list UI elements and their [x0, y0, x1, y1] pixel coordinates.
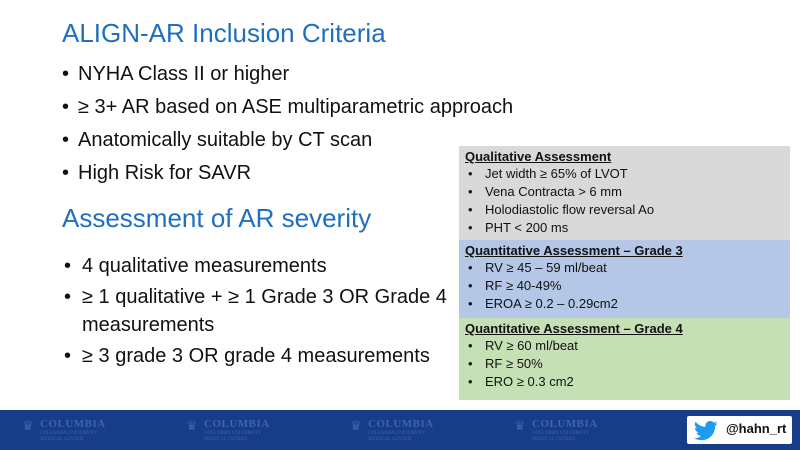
logo-sub: COLUMBIA UNIVERSITY MEDICAL CENTER [368, 431, 426, 442]
crown-icon: ♛ [350, 418, 362, 433]
list-item: • RF ≥ 50% [465, 355, 784, 373]
list-item: • Holodiastolic flow reversal Ao [465, 201, 784, 219]
twitter-handle-text: @hahn_rt [726, 421, 787, 436]
inclusion-criteria-list [62, 58, 513, 190]
crown-icon: ♛ [22, 418, 34, 433]
twitter-bird-icon [693, 421, 719, 441]
crown-icon: ♛ [514, 418, 526, 433]
list-item: • Anatomically suitable by CT scan [62, 124, 513, 157]
list-item: • PHT < 200 ms [465, 219, 784, 237]
list-item: • RV ≥ 60 ml/beat [465, 337, 784, 355]
list-item: • 4 qualitative measurements [62, 252, 472, 280]
list-item: • ≥ 3+ AR based on ASE multiparametric approach [62, 91, 513, 124]
list-item: • High Risk for SAVR [62, 157, 513, 190]
list-item: • Jet width ≥ 65% of LVOT [465, 165, 784, 183]
panel-heading: Qualitative Assessment [465, 149, 612, 164]
footer-bar [0, 410, 800, 450]
qualitative-assessment-panel [459, 146, 790, 240]
crown-icon: ♛ [186, 418, 198, 433]
list-item: • RV ≥ 45 – 59 ml/beat [465, 259, 784, 277]
grade4-assessment-panel [459, 318, 790, 400]
panel-heading: Quantitative Assessment – Grade 4 [465, 321, 683, 336]
panel-heading: Quantitative Assessment – Grade 3 [465, 243, 683, 258]
list-item: • EROA ≥ 0.2 – 0.29cm2 [465, 295, 784, 313]
logo-sub: COLUMBIA UNIVERSITY MEDICAL CENTER [204, 431, 262, 442]
logo-name: COLUMBIA [204, 418, 270, 430]
list-item: • NYHA Class II or higher [62, 58, 513, 91]
severity-list [62, 252, 472, 370]
list-item: • ≥ 3 grade 3 OR grade 4 measurements [62, 342, 472, 370]
logo-name: COLUMBIA [368, 418, 434, 430]
list-item: • Vena Contracta > 6 mm [465, 183, 784, 201]
list-item: • ≥ 1 qualitative + ≥ 1 Grade 3 OR Grade 4 measurements [62, 283, 472, 339]
logo-name: COLUMBIA [40, 418, 106, 430]
list-item: • RF ≥ 40-49% [465, 277, 784, 295]
twitter-handle-badge [687, 416, 792, 444]
logo-name: COLUMBIA [532, 418, 598, 430]
logo-sub: COLUMBIA UNIVERSITY MEDICAL CENTER [532, 431, 590, 442]
assessment-severity-title: Assessment of AR severity [62, 203, 372, 233]
grade3-assessment-panel [459, 240, 790, 318]
list-item: • ERO ≥ 0.3 cm2 [465, 373, 784, 391]
logo-sub: COLUMBIA UNIVERSITY MEDICAL CENTER [40, 431, 98, 442]
inclusion-criteria-title: ALIGN-AR Inclusion Criteria [62, 18, 386, 48]
